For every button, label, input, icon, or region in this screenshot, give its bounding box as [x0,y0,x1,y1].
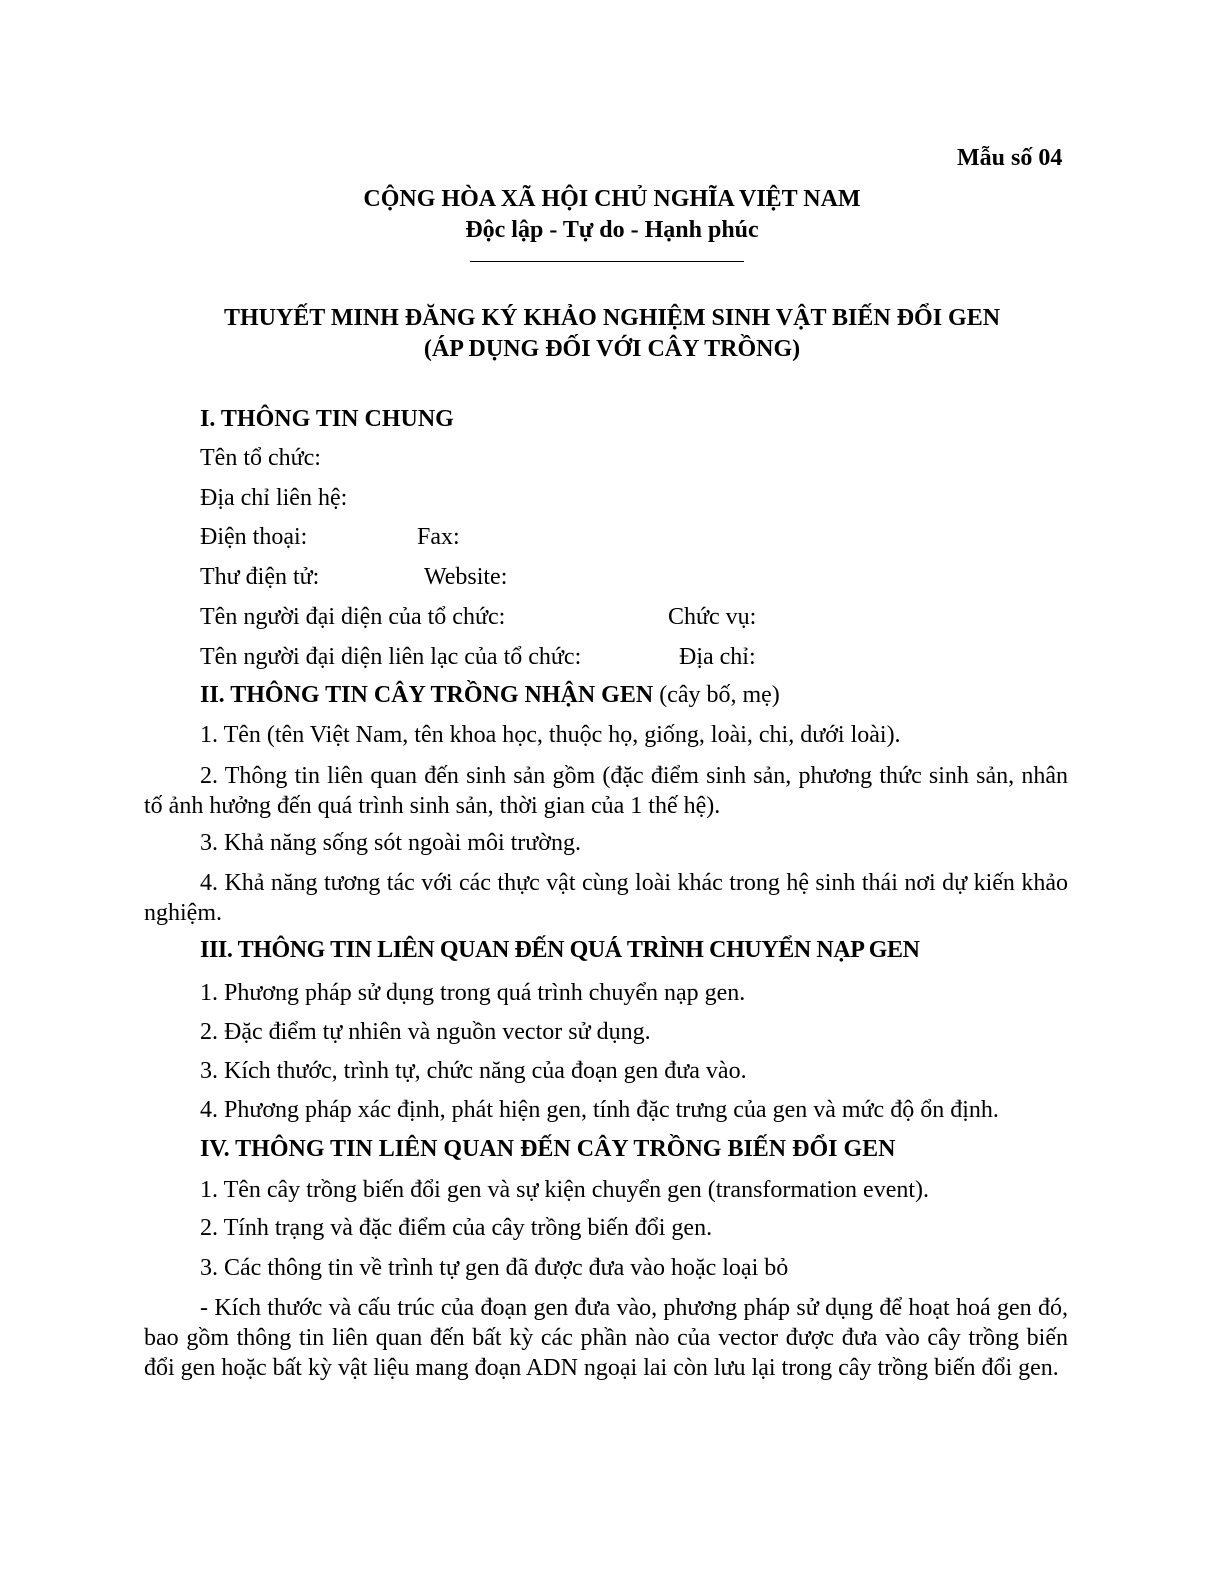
section-2-item: 2. Thông tin liên quan đến sinh sản gồm (đặc điểm sinh sản, phương thức sinh sản, nhân tố ảnh hưởng đến quá trình sinh sản, thời gian của 1 thế hệ). [144,763,1068,819]
form-number: Mẫu số 04 [957,145,1063,171]
fax-label: Fax: [417,524,460,550]
section-4-item: 3. Các thông tin về trình tự gen đã được đưa vào hoặc loại bỏ [200,1255,789,1281]
section-2-item: 4. Khả năng tương tác với các thực vật cùng loài khác trong hệ sinh thái nơi dự kiến khảo nghiệm. [144,870,1068,926]
section-2-note: (cây bố, mẹ) [653,682,780,708]
section-3-heading: III. THÔNG TIN LIÊN QUAN ĐẾN QUÁ TRÌNH CHUYỂN NẠP GEN [200,937,920,963]
org-name-label: Tên tổ chức: [200,445,321,471]
website-label: Website: [424,564,508,590]
document-subtitle: (ÁP DỤNG ĐỐI VỚI CÂY TRỒNG) [423,336,801,362]
section-2-item: 1. Tên (tên Việt Nam, tên khoa học, thuộc họ, giống, loài, chi, dưới loài). [200,722,901,748]
header-divider [470,261,744,262]
representative-name-label: Tên người đại diện của tổ chức: [200,604,506,630]
section-3-item: 3. Kích thước, trình tự, chức năng của đoạn gen đưa vào. [200,1058,747,1084]
phone-label: Điện thoại: [200,524,308,550]
section-2-title: II. THÔNG TIN CÂY TRỒNG NHẬN GEN [200,682,654,708]
document-title: THUYẾT MINH ĐĂNG KÝ KHẢO NGHIỆM SINH VẬT BIẾN ĐỔI GEN [223,305,1001,331]
section-3-item: 4. Phương pháp xác định, phát hiện gen, tính đặc trưng của gen và mức độ ổn định. [200,1097,999,1123]
national-motto: Độc lập - Tự do - Hạnh phúc [465,217,759,243]
contact-person-label: Tên người đại diện liên lạc của tổ chức: [200,644,582,670]
country-name: CỘNG HÒA XÃ HỘI CHỦ NGHĨA VIỆT NAM [363,186,861,212]
section-4-item: - Kích thước và cấu trúc của đoạn gen đưa vào, phương pháp sử dụng để hoạt hoá gen đó, bao gồm thông tin liên quan đến bất kỳ các phần nào của vector được đưa vào cây trồng biến đổi gen hoặc bất kỳ vật liệu mang đoạn ADN ngoại lai còn lưu lại trong cây trồng biến đổi gen. [144,1295,1068,1381]
section-2-item: 3. Khả năng sống sót ngoài môi trường. [200,830,581,856]
section-4-item: 2. Tính trạng và đặc điểm của cây trồng biến đổi gen. [200,1215,713,1241]
section-3-item: 1. Phương pháp sử dụng trong quá trình chuyển nạp gen. [200,980,746,1006]
section-4-item: 1. Tên cây trồng biến đổi gen và sự kiện chuyển gen (transformation event). [200,1177,930,1203]
address-label: Địa chỉ liên hệ: [200,485,348,511]
contact-address-label: Địa chỉ: [679,644,756,670]
section-4-heading: IV. THÔNG TIN LIÊN QUAN ĐẾN CÂY TRỒNG BIẾN ĐỔI GEN [200,1136,896,1162]
email-label: Thư điện tử: [200,564,320,590]
section-3-item: 2. Đặc điểm tự nhiên và nguồn vector sử dụng. [200,1019,651,1045]
position-label: Chức vụ: [668,604,757,630]
section-1-heading: I. THÔNG TIN CHUNG [200,406,454,432]
section-2-heading [200,680,780,710]
